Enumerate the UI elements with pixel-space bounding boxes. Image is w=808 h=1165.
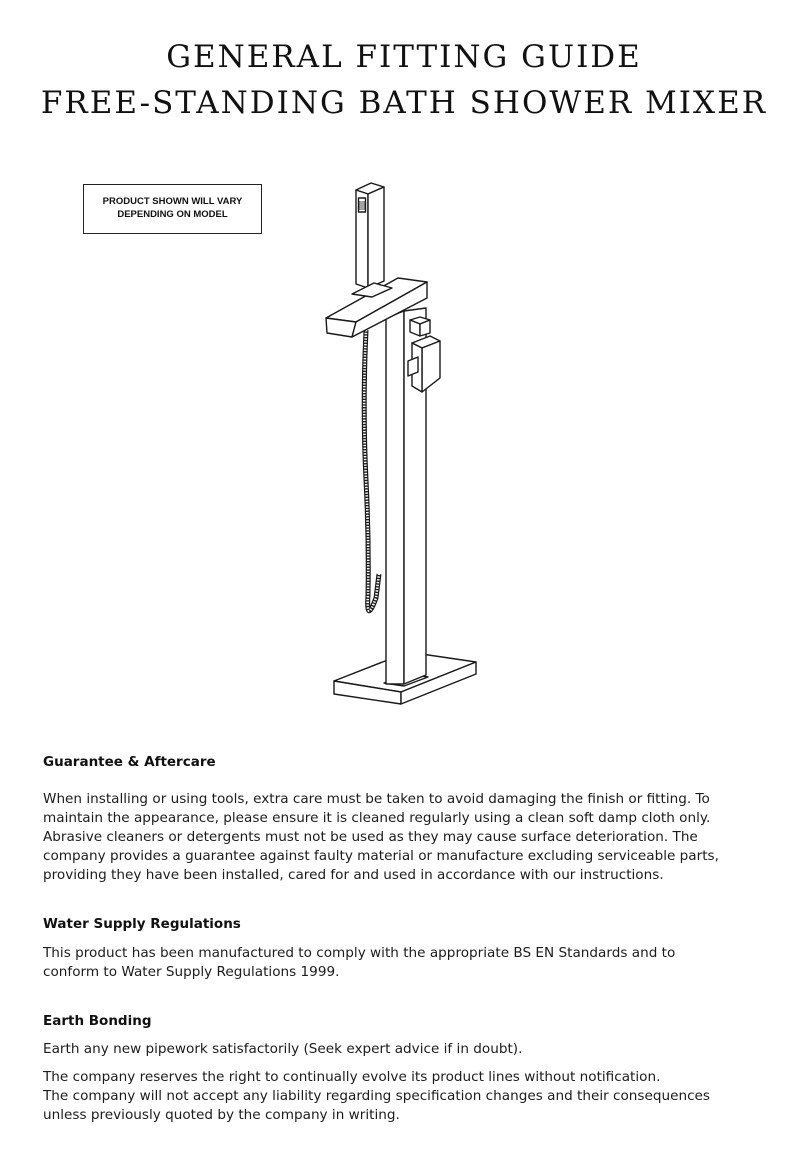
disclaimer-line: unless previously quoted by the company in writing. — [43, 1107, 400, 1123]
flexible-hose — [364, 330, 379, 611]
guarantee-section — [43, 754, 783, 770]
disclaimer-body — [43, 1068, 783, 1125]
disclaimer-line: The company will not accept any liability regarding specification changes and their consequences — [43, 1088, 711, 1104]
product-note-box — [83, 184, 262, 234]
guarantee-line: Abrasive cleaners or detergents must not be used as they may cause surface deterioration. The — [43, 829, 698, 845]
guarantee-line: providing they have been installed, cared for and used in accordance with our instructions. — [43, 867, 664, 883]
earth-section — [43, 1013, 783, 1029]
guarantee-line: When installing or using tools, extra care must be taken to avoid damaging the finish or fitting. To — [43, 791, 710, 807]
guarantee-line: maintain the appearance, please ensure it is cleaned regularly using a clean soft damp cloth only. — [43, 810, 711, 826]
guarantee-heading: Guarantee & Aftercare — [43, 754, 216, 770]
earth-line: Earth any new pipework satisfactorily (Seek expert advice if in doubt). — [43, 1041, 523, 1057]
water-line: This product has been manufactured to comply with the appropriate BS EN Standards and to — [43, 945, 676, 961]
bath-shower-mixer-illustration — [300, 176, 500, 706]
earth-heading: Earth Bonding — [43, 1013, 152, 1029]
guarantee-line: company provides a guarantee against faulty material or manufacture excluding serviceable parts, — [43, 848, 719, 864]
page-title-line-2: FREE-STANDING BATH SHOWER MIXER — [40, 85, 768, 121]
water-heading: Water Supply Regulations — [43, 916, 241, 932]
product-note-line-1: PRODUCT SHOWN WILL VARY — [102, 196, 243, 207]
hand-shower-handset — [356, 183, 384, 288]
disclaimer-line: The company reserves the right to continually evolve its product lines without notification. — [43, 1069, 661, 1085]
diverter-knob — [410, 317, 430, 336]
mixer-lever-handle — [408, 336, 440, 392]
product-note-line-2: DEPENDING ON MODEL — [117, 209, 228, 220]
water-line: conform to Water Supply Regulations 1999. — [43, 964, 340, 980]
earth-body — [43, 1040, 783, 1059]
page-title-line-1: GENERAL FITTING GUIDE — [166, 39, 642, 75]
guarantee-body — [43, 790, 783, 885]
water-section — [43, 916, 783, 932]
water-body — [43, 944, 783, 982]
